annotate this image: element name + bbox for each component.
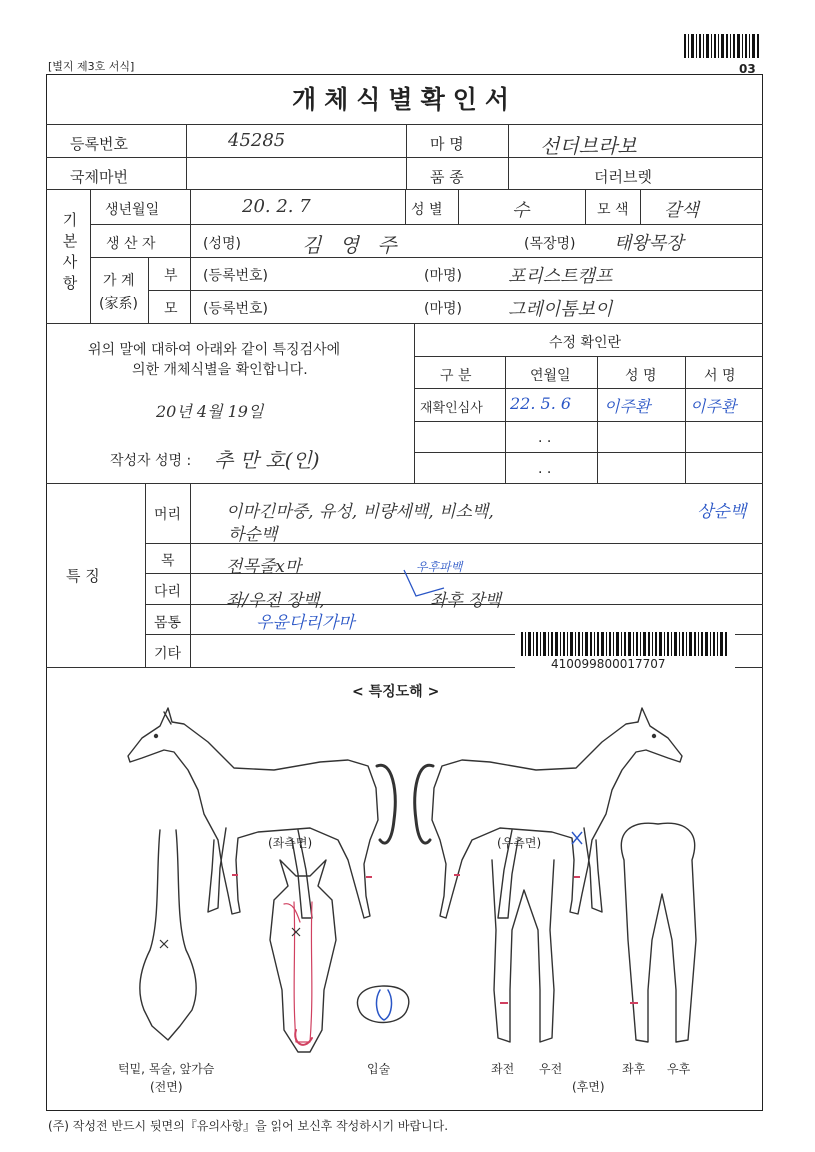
producer-name-value: 김 영 주 — [302, 233, 403, 257]
intl-name-label: 국제마번 — [70, 168, 128, 186]
row1-date: 22. 5. 6 — [510, 394, 572, 413]
coat-label: 모 색 — [597, 202, 629, 218]
left-side-horse — [128, 708, 395, 918]
top-barcode — [684, 34, 760, 58]
producer-name-label: (성명) — [203, 236, 241, 252]
page-number: 03 — [739, 62, 756, 76]
front-caption-1: 턱밑, 목술, 앞가슴 — [118, 1062, 215, 1076]
horse-diagram — [48, 690, 762, 1110]
lips-caption: 입술 — [367, 1062, 391, 1076]
footer-note: (주) 작성전 반드시 뒷면의『유의사항』을 읽어 보신후 작성하시기 바랍니다. — [48, 1119, 449, 1133]
birth-label: 생년월일 — [105, 202, 160, 218]
breed-label: 품 종 — [430, 168, 464, 186]
sex-value: 수 — [512, 200, 530, 221]
head-value-blue: 상순백 — [697, 502, 747, 522]
breed-value: 더러브렛 — [594, 168, 652, 186]
leg-value: 좌/우전 장백, — [226, 591, 325, 611]
row2-date: . . — [538, 430, 552, 446]
row1-type: 재확인심사 — [420, 401, 483, 416]
dam-name-label: (마명) — [424, 301, 462, 317]
col-sign: 서 명 — [704, 368, 736, 384]
sire-value: 포리스트캠프 — [508, 266, 613, 287]
lineage-hanja: (家系) — [99, 296, 138, 312]
basic-section-label: 기본사항 — [62, 211, 78, 292]
confirm-text-line2: 의한 개체식별을 확인합니다. — [132, 362, 308, 378]
leg-arrow-mark — [398, 566, 448, 606]
barcode-sticker — [515, 630, 735, 672]
leg-value-blue: 우후파백 — [416, 560, 463, 574]
producer-label: 생 산 자 — [106, 236, 156, 252]
sire-name-label: (마명) — [424, 268, 462, 284]
farm-value: 태왕목장 — [614, 233, 684, 254]
writer-value: 추 만 호(인) — [214, 448, 320, 472]
coat-value: 갈색 — [664, 200, 699, 221]
left-hind-caption: 좌후 — [622, 1062, 646, 1076]
diagram-title: < 특징도해 > — [352, 684, 440, 700]
dam-label: 모 — [164, 301, 178, 317]
row1-sign: 이주환 — [690, 397, 737, 416]
etc-label: 기타 — [154, 646, 182, 662]
lips-view — [357, 986, 408, 1023]
birth-value: 20. 2. 7 — [242, 196, 311, 217]
form-label: [별지 제3호 서식] — [48, 60, 135, 73]
sire-label: 부 — [164, 268, 178, 284]
col-name: 성 명 — [625, 368, 657, 384]
body-label: 몸통 — [154, 615, 182, 631]
horse-name-value: 선더브라보 — [540, 134, 637, 158]
farm-label: (목장명) — [524, 236, 576, 252]
row1-name: 이주환 — [604, 397, 651, 416]
dam-value: 그레이톰보이 — [508, 299, 613, 320]
body-value: 우윤다리가마 — [256, 613, 355, 633]
head-value-2: 하순백 — [228, 525, 278, 545]
right-hind-caption: 우후 — [667, 1062, 691, 1076]
sex-label: 성 별 — [411, 202, 443, 218]
confirm-date: 20년 4월 19일 — [156, 402, 264, 421]
right-front-caption: 우전 — [539, 1062, 563, 1076]
barcode-image — [515, 630, 735, 656]
front-neck-view — [140, 830, 197, 1040]
left-front-caption: 좌전 — [491, 1062, 515, 1076]
col-type: 구 분 — [440, 368, 472, 384]
right-side-caption: (우측면) — [497, 836, 542, 850]
row3-date: . . — [538, 461, 552, 477]
writer-label: 작성자 성명 : — [110, 453, 192, 469]
head-label: 머리 — [154, 507, 182, 523]
leg-label: 다리 — [154, 584, 182, 600]
rear-view — [621, 823, 696, 1042]
dam-reg-no-label: (등록번호) — [203, 301, 269, 317]
neck-value: 전목줄x마 — [226, 557, 302, 577]
correction-title: 수정 확인란 — [549, 335, 622, 351]
right-side-horse — [415, 708, 682, 918]
col-date: 연월일 — [530, 368, 571, 384]
lineage-label: 가 계 — [103, 273, 135, 289]
left-side-caption: (좌측면) — [268, 836, 313, 850]
front-caption-2: (전면) — [150, 1080, 183, 1094]
horse-name-label: 마 명 — [430, 135, 464, 153]
document-title: 개체식별확인서 — [291, 85, 518, 114]
confirm-text-line1: 위의 말에 대하여 아래와 같이 특징검사에 — [88, 342, 341, 358]
reg-no-label: 등록번호 — [70, 135, 128, 153]
features-label: 특 징 — [66, 567, 100, 585]
rear-caption: (후면) — [572, 1080, 605, 1094]
head-value: 이마긴마중, 유성, 비량세백, 비소백, — [226, 502, 494, 522]
sire-reg-no-label: (등록번호) — [203, 268, 269, 284]
neck-label: 목 — [161, 553, 175, 569]
barcode-number: 410099800017707 — [551, 657, 666, 671]
leg-value-2: 좌후 장백 — [430, 591, 502, 611]
reg-no-value: 45285 — [228, 130, 286, 151]
front-head-view — [270, 860, 336, 1052]
